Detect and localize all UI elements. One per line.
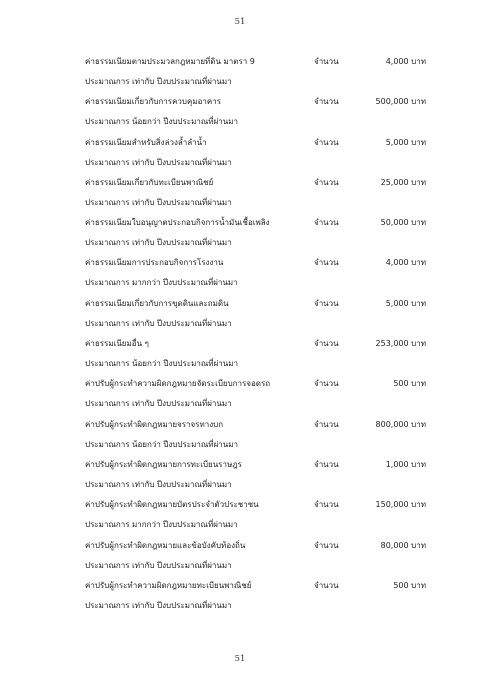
item-name: ค่าธรรมเนียมการประกอบกิจการโรงงาน — [85, 258, 224, 268]
item-name: ค่าปรับผู้กระทำผิดกฎหมายการทะเบียนราษฎร — [85, 459, 242, 469]
revenue-item — [0, 293, 480, 333]
page-number-bottom: 51 — [234, 654, 246, 664]
item-main-row — [0, 454, 480, 474]
item-qty-label: จำนวน — [314, 580, 339, 590]
item-amount: 500,000 บาท — [375, 97, 426, 107]
item-name: ค่าธรรมเนียมสำหรับสิ่งล่วงล้ำลำน้ำ — [85, 137, 207, 147]
item-comparison: ประมาณการ มากกว่า ปีงบประมาณที่ผ่านมา — [85, 278, 238, 288]
item-main-row — [0, 535, 480, 555]
item-qty-label: จำนวน — [314, 177, 339, 187]
item-amount: 5,000 บาท — [385, 137, 426, 147]
item-comparison: ประมาณการ เท่ากับ ปีงบประมาณที่ผ่านมา — [85, 600, 232, 610]
item-name: ค่าธรรมเนียมเกี่ยวกับการขุดดินและถมดิน — [85, 298, 229, 308]
item-amount: 1,000 บาท — [385, 459, 426, 469]
item-qty-label: จำนวน — [314, 137, 339, 147]
item-main-row — [0, 132, 480, 152]
item-comparison-row — [0, 232, 480, 252]
item-name: ค่าธรรมเนียมเกี่ยวกับการควบคุมอาคาร — [85, 97, 222, 107]
item-main-row — [0, 494, 480, 514]
item-qty-label: จำนวน — [314, 419, 339, 429]
item-name: ค่าปรับผู้กระทำความผิดกฎหมายทะเบียนพาณิชย์ — [85, 580, 252, 590]
item-main-row — [0, 172, 480, 192]
item-comparison-row — [0, 514, 480, 534]
item-comparison: ประมาณการ เท่ากับ ปีงบประมาณที่ผ่านมา — [85, 77, 232, 86]
revenue-item — [0, 575, 480, 615]
item-comparison: ประมาณการ น้อยกว่า ปีงบประมาณที่ผ่านมา — [85, 359, 238, 369]
item-main-row — [0, 51, 480, 71]
revenue-item — [0, 373, 480, 413]
item-amount: 80,000 บาท — [380, 540, 426, 550]
revenue-item — [0, 454, 480, 494]
item-comparison-row — [0, 272, 480, 292]
item-name: ค่าปรับผู้กระทำความผิดกฎหมายจัดระเบียบการจอดรถ — [85, 379, 271, 389]
item-qty-label: จำนวน — [314, 57, 339, 66]
item-qty-label: จำนวน — [314, 298, 339, 308]
item-main-row — [0, 333, 480, 353]
revenue-item — [0, 535, 480, 575]
item-comparison-row — [0, 434, 480, 454]
revenue-item — [0, 132, 480, 172]
item-name: ค่าธรรมเนียมเกี่ยวกับทะเบียนพาณิชย์ — [85, 177, 214, 187]
item-comparison-row — [0, 393, 480, 413]
item-qty-label: จำนวน — [314, 459, 339, 469]
item-name: ค่าปรับผู้กระทำผิดกฎหมายและข้อบังคับท้องถิ่น — [85, 540, 246, 550]
item-amount: 5,000 บาท — [385, 298, 426, 308]
item-amount: 500 บาท — [393, 580, 426, 590]
revenue-item — [0, 91, 480, 131]
item-comparison: ประมาณการ เท่ากับ ปีงบประมาณที่ผ่านมา — [85, 318, 232, 328]
item-comparison: ประมาณการ เท่ากับ ปีงบประมาณที่ผ่านมา — [85, 157, 232, 167]
item-qty-label: จำนวน — [314, 379, 339, 389]
item-qty-label: จำนวน — [314, 258, 339, 268]
item-name: ค่าธรรมเนียมอื่น ๆ — [85, 339, 149, 349]
item-main-row — [0, 91, 480, 111]
item-comparison-row — [0, 192, 480, 212]
revenue-item — [0, 494, 480, 534]
item-amount: 25,000 บาท — [380, 177, 426, 187]
item-main-row — [0, 212, 480, 232]
item-comparison: ประมาณการ น้อยกว่า ปีงบประมาณที่ผ่านมา — [85, 117, 238, 127]
item-qty-label: จำนวน — [314, 339, 339, 349]
item-main-row — [0, 414, 480, 434]
item-qty-label: จำนวน — [314, 500, 339, 510]
item-comparison: ประมาณการ เท่ากับ ปีงบประมาณที่ผ่านมา — [85, 479, 232, 489]
item-main-row — [0, 252, 480, 272]
revenue-item — [0, 212, 480, 252]
item-amount: 4,000 บาท — [385, 57, 426, 66]
item-comparison-row — [0, 71, 480, 91]
item-name: ค่าปรับผู้กระทำผิดกฎหมายบัตรประจำตัวประชาชน — [85, 500, 259, 510]
item-comparison-row — [0, 595, 480, 615]
item-comparison-row — [0, 555, 480, 575]
item-amount: 500 บาท — [393, 379, 426, 389]
revenue-item — [0, 333, 480, 373]
item-name: ค่าธรรมเนียมใบอนุญาตประกอบกิจการน้ำมันเชื้อเพลิง — [85, 218, 270, 228]
item-comparison: ประมาณการ มากกว่า ปีงบประมาณที่ผ่านมา — [85, 520, 238, 530]
item-name: ค่าธรรมเนียมตามประมวลกฎหมายที่ดิน มาตรา 9 — [85, 57, 255, 66]
item-comparison: ประมาณการ เท่ากับ ปีงบประมาณที่ผ่านมา — [85, 238, 232, 248]
item-comparison-row — [0, 474, 480, 494]
revenue-item — [0, 51, 480, 91]
item-amount: 150,000 บาท — [375, 500, 426, 510]
item-amount: 253,000 บาท — [375, 339, 426, 349]
item-comparison: ประมาณการ เท่ากับ ปีงบประมาณที่ผ่านมา — [85, 399, 232, 409]
item-comparison-row — [0, 152, 480, 172]
item-amount: 50,000 บาท — [380, 218, 426, 228]
revenue-item — [0, 172, 480, 212]
item-main-row — [0, 373, 480, 393]
item-comparison-row — [0, 111, 480, 131]
item-amount: 4,000 บาท — [385, 258, 426, 268]
item-comparison-row — [0, 313, 480, 333]
page-number-top: 51 — [234, 17, 246, 27]
item-amount: 800,000 บาท — [375, 419, 426, 429]
item-comparison: ประมาณการ เท่ากับ ปีงบประมาณที่ผ่านมา — [85, 560, 232, 570]
item-main-row — [0, 575, 480, 595]
item-name: ค่าปรับผู้กระทำผิดกฎหมายจราจรทางบก — [85, 419, 224, 429]
item-qty-label: จำนวน — [314, 97, 339, 107]
revenue-item — [0, 252, 480, 292]
item-comparison: ประมาณการ น้อยกว่า ปีงบประมาณที่ผ่านมา — [85, 439, 238, 449]
item-qty-label: จำนวน — [314, 540, 339, 550]
revenue-item — [0, 414, 480, 454]
item-main-row — [0, 293, 480, 313]
revenue-item-list — [0, 51, 480, 615]
item-comparison-row — [0, 353, 480, 373]
item-comparison: ประมาณการ เท่ากับ ปีงบประมาณที่ผ่านมา — [85, 197, 232, 207]
item-qty-label: จำนวน — [314, 218, 339, 228]
